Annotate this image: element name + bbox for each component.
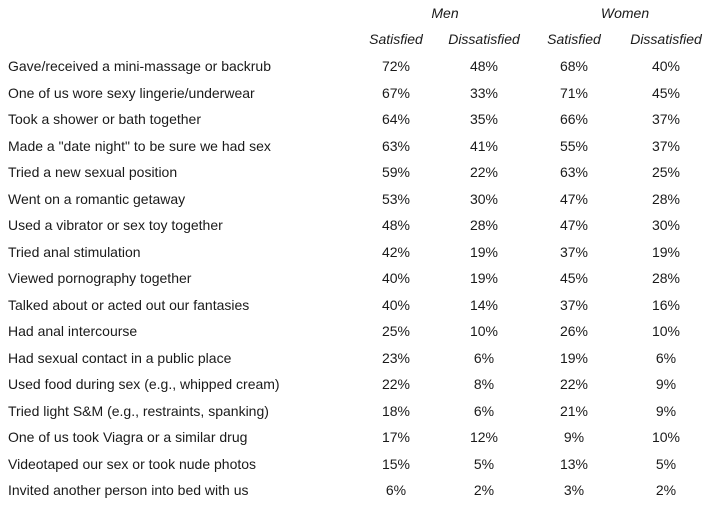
table-cell: 21% <box>559 402 589 419</box>
table-cell: 37% <box>559 296 589 313</box>
table-cell: 40% <box>381 296 411 313</box>
table-cell: 19% <box>559 349 589 366</box>
table-cell: 19% <box>469 243 499 260</box>
table-cell: 18% <box>381 402 411 419</box>
table-cell: 53% <box>381 190 411 207</box>
table-cell: 17% <box>381 429 411 445</box>
table-cell: 42% <box>381 243 411 260</box>
table-cell: 22% <box>381 376 411 392</box>
table-cell: 48% <box>469 58 499 74</box>
column-header-dissatisfied: Dissatisfied <box>448 31 520 47</box>
table-cell: 2% <box>655 482 677 498</box>
table-cell: 8% <box>473 376 495 392</box>
row-label: Used food during sex (e.g., whipped cream) <box>8 376 280 392</box>
table-cell: 5% <box>655 455 677 472</box>
table-cell: 6% <box>473 402 495 419</box>
table-cell: 64% <box>381 111 411 127</box>
table-cell: 48% <box>381 217 411 233</box>
row-label: Videotaped our sex or took nude photos <box>8 455 257 472</box>
table-cell: 2% <box>473 482 495 498</box>
table-cell: 10% <box>651 323 681 339</box>
table-cell: 14% <box>469 296 499 313</box>
table-cell: 6% <box>655 349 677 366</box>
table-cell: 9% <box>563 429 585 445</box>
table-cell: 59% <box>381 164 411 180</box>
table-cell: 47% <box>559 217 589 233</box>
table-cell: 9% <box>655 376 677 392</box>
table-cell: 5% <box>473 455 495 472</box>
row-label: Went on a romantic getaway <box>8 190 186 207</box>
table-cell: 12% <box>469 429 499 445</box>
table-cell: 13% <box>559 455 589 472</box>
table-cell: 23% <box>381 349 411 366</box>
row-label: Had anal intercourse <box>8 323 138 339</box>
table-cell: 10% <box>469 323 499 339</box>
table-cell: 15% <box>381 455 411 472</box>
table-cell: 41% <box>469 137 499 154</box>
table-cell: 37% <box>651 137 681 154</box>
table-cell: 25% <box>381 323 411 339</box>
table-cell: 37% <box>651 111 681 127</box>
table-cell: 30% <box>651 217 681 233</box>
table-cell: 22% <box>469 164 499 180</box>
table-cell: 63% <box>381 137 411 154</box>
column-header-satisfied: Satisfied <box>369 31 423 47</box>
table-cell: 6% <box>385 482 407 498</box>
row-label: Tried anal stimulation <box>8 243 141 260</box>
table-cell: 47% <box>559 190 589 207</box>
table-cell: 40% <box>651 58 681 74</box>
table-cell: 19% <box>469 270 499 286</box>
table-cell: 40% <box>381 270 411 286</box>
table-cell: 26% <box>559 323 589 339</box>
table-cell: 55% <box>559 137 589 154</box>
row-label: Made a "date night" to be sure we had sex <box>8 137 271 154</box>
table-cell: 63% <box>559 164 589 180</box>
table-cell: 37% <box>559 243 589 260</box>
group-header-men: Men <box>431 5 459 21</box>
table-cell: 71% <box>559 84 589 101</box>
table-cell: 68% <box>559 58 589 74</box>
row-label: Talked about or acted out our fantasies <box>8 296 250 313</box>
row-label: Gave/received a mini-massage or backrub <box>8 58 272 74</box>
row-label: Invited another person into bed with us <box>8 482 249 498</box>
table-cell: 67% <box>381 84 411 101</box>
row-label: One of us took Viagra or a similar drug <box>8 429 248 445</box>
table-cell: 10% <box>651 429 681 445</box>
table-cell: 30% <box>469 190 499 207</box>
row-label: Viewed pornography together <box>8 270 192 286</box>
table-cell: 66% <box>559 111 589 127</box>
row-label: One of us wore sexy lingerie/underwear <box>8 84 255 101</box>
column-header-satisfied: Satisfied <box>547 31 601 47</box>
row-label: Took a shower or bath together <box>8 111 202 127</box>
table-cell: 28% <box>651 270 681 286</box>
table-cell: 22% <box>559 376 589 392</box>
row-label: Tried light S&M (e.g., restraints, spanking) <box>8 402 269 419</box>
group-header-women: Women <box>600 5 650 21</box>
table-cell: 9% <box>655 402 677 419</box>
table-cell: 35% <box>469 111 499 127</box>
row-label: Had sexual contact in a public place <box>8 349 232 366</box>
table-cell: 16% <box>651 296 681 313</box>
table-cell: 19% <box>651 243 681 260</box>
table-cell: 72% <box>381 58 411 74</box>
table-cell: 45% <box>651 84 681 101</box>
table-cell: 33% <box>469 84 499 101</box>
table-cell: 45% <box>559 270 589 286</box>
table-cell: 28% <box>651 190 681 207</box>
row-label: Tried a new sexual position <box>8 164 178 180</box>
table-cell: 25% <box>651 164 681 180</box>
table-cell: 28% <box>469 217 499 233</box>
column-header-dissatisfied: Dissatisfied <box>630 31 702 47</box>
table-cell: 3% <box>563 482 585 498</box>
table-cell: 6% <box>473 349 495 366</box>
row-label: Used a vibrator or sex toy together <box>8 217 223 233</box>
